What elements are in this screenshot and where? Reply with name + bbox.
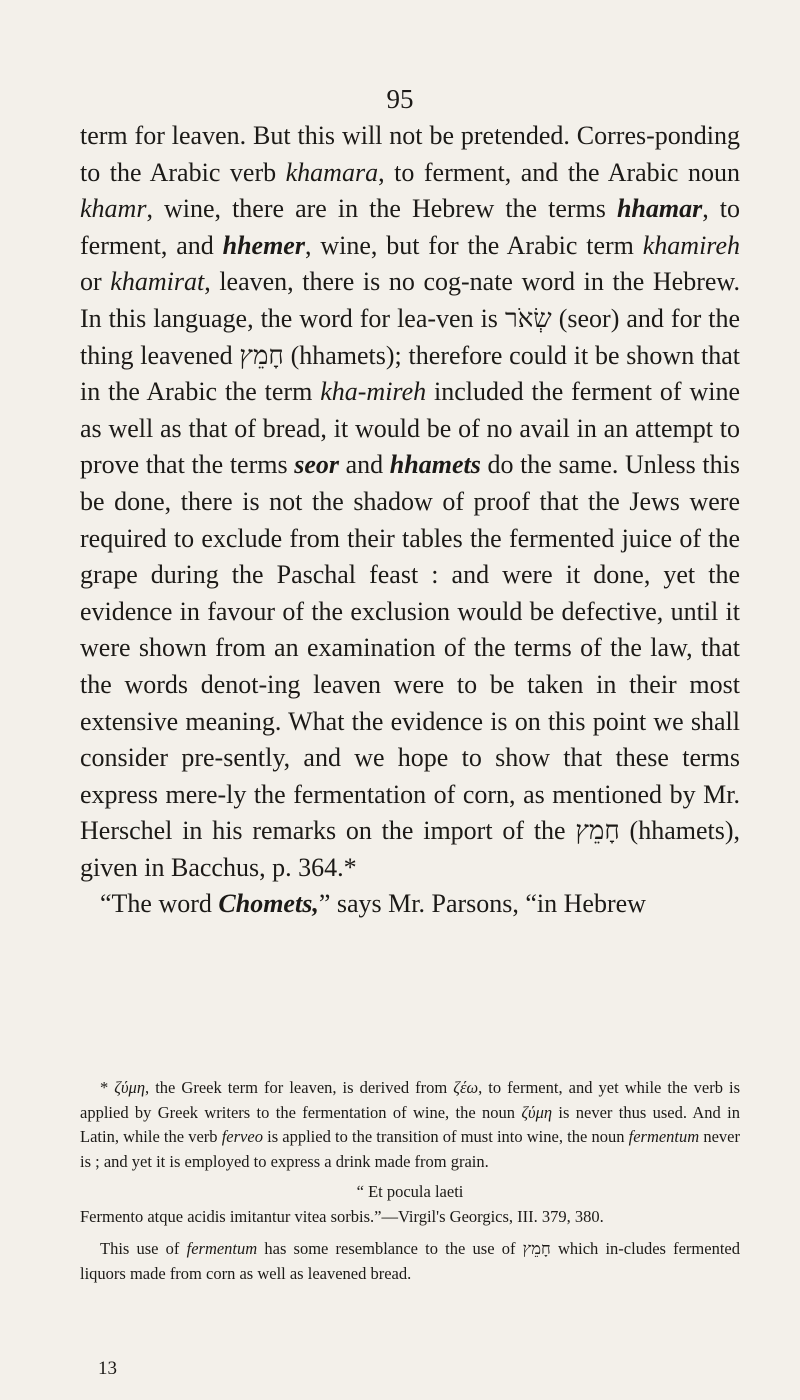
greek-word: ζύμη (521, 1102, 553, 1122)
text-run: which in-cludes fermented liquors made from corn as well as leavened bread. (80, 1239, 740, 1283)
text-run: or (80, 267, 111, 297)
italic-term: Chomets, (218, 889, 319, 919)
text-run: (seor) and for the thing leavened (80, 303, 740, 370)
body-text (80, 118, 740, 923)
text-run: , to ferment, and the Arabic noun (378, 157, 740, 187)
text-run: term for leaven. But this will not be pretended. Corres-ponding to the Arabic verb (80, 121, 740, 187)
verse-line-2: Fermento atque acidis imitantur vitea sorbis.”—Virgil's Georgics, III. 379, 380. (80, 1206, 604, 1226)
italic-term: khamr (80, 194, 147, 224)
hebrew-word: חָמֵץ (522, 1239, 551, 1258)
italic-term: hhemer (222, 230, 305, 260)
text-run: , wine, there are in the Hebrew the terms (146, 194, 617, 224)
footnote-marker: * (100, 1078, 115, 1097)
text-run: do the same. Unless this be done, there is not the shadow of proof that the Jews were required to exclude from their tables the fermented juice of the grape during the Paschal feast : and were it done, yet the evidence in favour of the exclusion would be defective, until it were shown from an examination of the terms of the law, that the words denot-ing leaven were to be taken in their most extensive meaning. What the evidence is on this point we shall consider pre-sently, and we hope to show that these terms express mere-ly the fermentation of corn, as mentioned by Mr. Herschel in his remarks on the import of the (80, 450, 740, 846)
italic-term: khamireh (642, 230, 740, 260)
greek-word: ζύμη (114, 1078, 146, 1097)
text-run: , to ferment, and (80, 194, 740, 260)
italic-term: fermentum (628, 1127, 700, 1146)
greek-word: ζέω (453, 1078, 479, 1097)
text-run: ” says Mr. Parsons, “in Hebrew (318, 889, 646, 919)
footnote-paragraph-2 (80, 1237, 740, 1286)
text-run: , wine, but for the Arabic term (304, 230, 643, 260)
italic-term: hhamar (616, 194, 703, 224)
italic-term: seor (294, 450, 339, 480)
hebrew-word: חָמֵץ (575, 816, 620, 846)
text-run: , the Greek term for leaven, is derived from (145, 1078, 454, 1097)
italic-term: fermentum (186, 1239, 258, 1258)
italic-term: ferveo (221, 1127, 263, 1146)
signature-mark: 13 (98, 1358, 117, 1379)
text-run: has some resemblance to the use of (257, 1239, 523, 1258)
italic-term: hhamets (389, 450, 481, 480)
text-run: , leaven, there is no cog-nate word in the Hebrew. In this language, the word for lea-ven is (80, 267, 740, 333)
hebrew-word: שְׂאֹר (504, 303, 552, 333)
text-run: “The word (100, 889, 219, 919)
hebrew-word: חָמֵץ (239, 340, 284, 370)
text-run: (hhamets); therefore could it be shown that in the Arabic the term (80, 340, 740, 407)
text-run: , to ferment, and yet while the verb is applied by Greek writers to the fermentation of wine, the noun (80, 1078, 740, 1122)
page-number: 95 (386, 84, 414, 114)
text-run: (hhamets), given in Bacchus, p. 364.* (80, 816, 740, 882)
text-run: This use of (100, 1239, 187, 1258)
italic-term: kha-mireh (320, 377, 427, 407)
footnote-paragraph-1 (80, 1076, 740, 1174)
verse-line-1: “ Et pocula laeti (356, 1182, 464, 1201)
italic-term: khamirat (110, 267, 205, 297)
text-run: is never thus used. And in Latin, while the verb (80, 1102, 740, 1146)
body-paragraph-2 (80, 886, 740, 923)
text-run: is applied to the transition of must into wine, the noun (262, 1127, 629, 1146)
text-run: and (339, 450, 390, 480)
text-run: included the ferment of wine as well as that of bread, it would be of no avail in an attempt to prove that the terms (80, 377, 740, 480)
body-paragraph-1 (80, 118, 740, 886)
footnote (80, 1076, 740, 1286)
text-run: never is ; and yet it is employed to express a drink made from grain. (80, 1127, 740, 1171)
italic-term: khamara (285, 157, 379, 187)
